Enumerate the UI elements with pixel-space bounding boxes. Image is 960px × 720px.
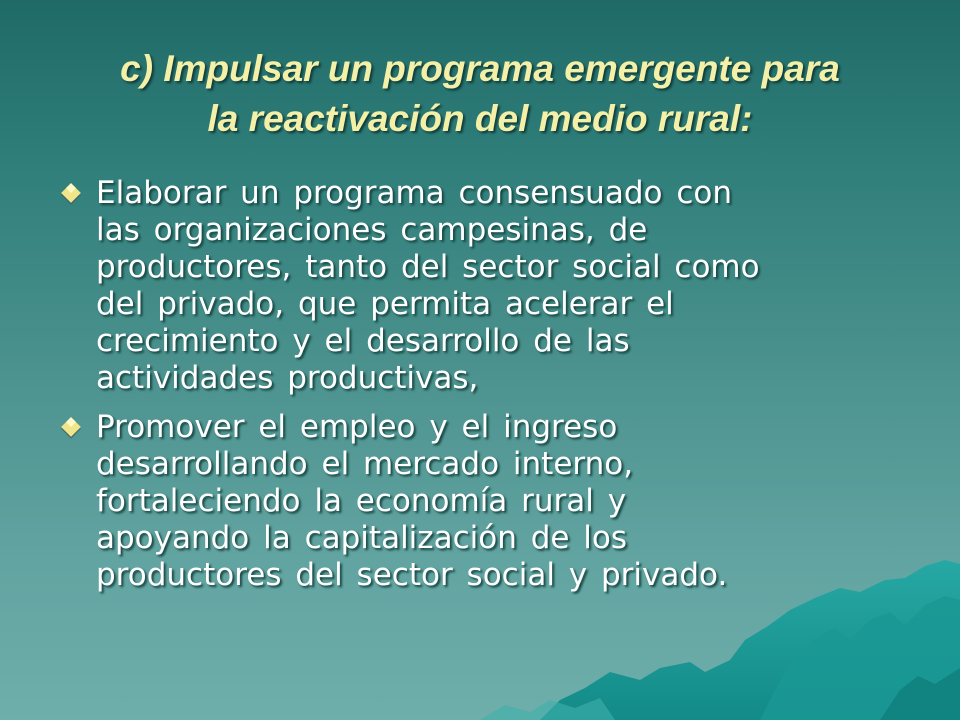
diamond-bullet-icon bbox=[61, 183, 81, 203]
bullet-text-1 bbox=[96, 175, 900, 397]
bullet-1-line-5: crecimiento y el desarrollo de las bbox=[96, 323, 630, 359]
bullet-2-line-4: apoyando la capitalización de los bbox=[96, 520, 628, 556]
slide-title-line-2: la reactivación del medio rural: bbox=[207, 98, 753, 139]
bullet-1-line-6: actividades productivas, bbox=[96, 360, 479, 396]
bullet-1-line-3: productores, tanto del sector social como bbox=[96, 249, 760, 285]
bullet-text-2 bbox=[96, 409, 900, 594]
bullet-item-1 bbox=[60, 175, 900, 397]
bullet-list bbox=[60, 175, 900, 606]
diamond-bullet-icon bbox=[61, 417, 81, 437]
bullet-item-2 bbox=[60, 409, 900, 594]
bullet-1-line-1: Elaborar un programa consensuado con bbox=[96, 175, 732, 211]
bullet-2-line-5: productores del sector social y privado. bbox=[96, 557, 728, 593]
bullet-2-line-2: desarrollando el mercado interno, bbox=[96, 446, 634, 482]
slide-title-line-1: c) Impulsar un programa emergente para bbox=[120, 48, 840, 89]
bullet-2-line-3: fortaleciendo la economía rural y bbox=[96, 483, 627, 519]
bullet-1-line-4: del privado, que permita acelerar el bbox=[96, 286, 674, 322]
bullet-1-line-2: las organizaciones campesinas, de bbox=[96, 212, 648, 248]
bullet-2-line-1: Promover el empleo y el ingreso bbox=[96, 409, 618, 445]
slide-title bbox=[40, 44, 920, 144]
